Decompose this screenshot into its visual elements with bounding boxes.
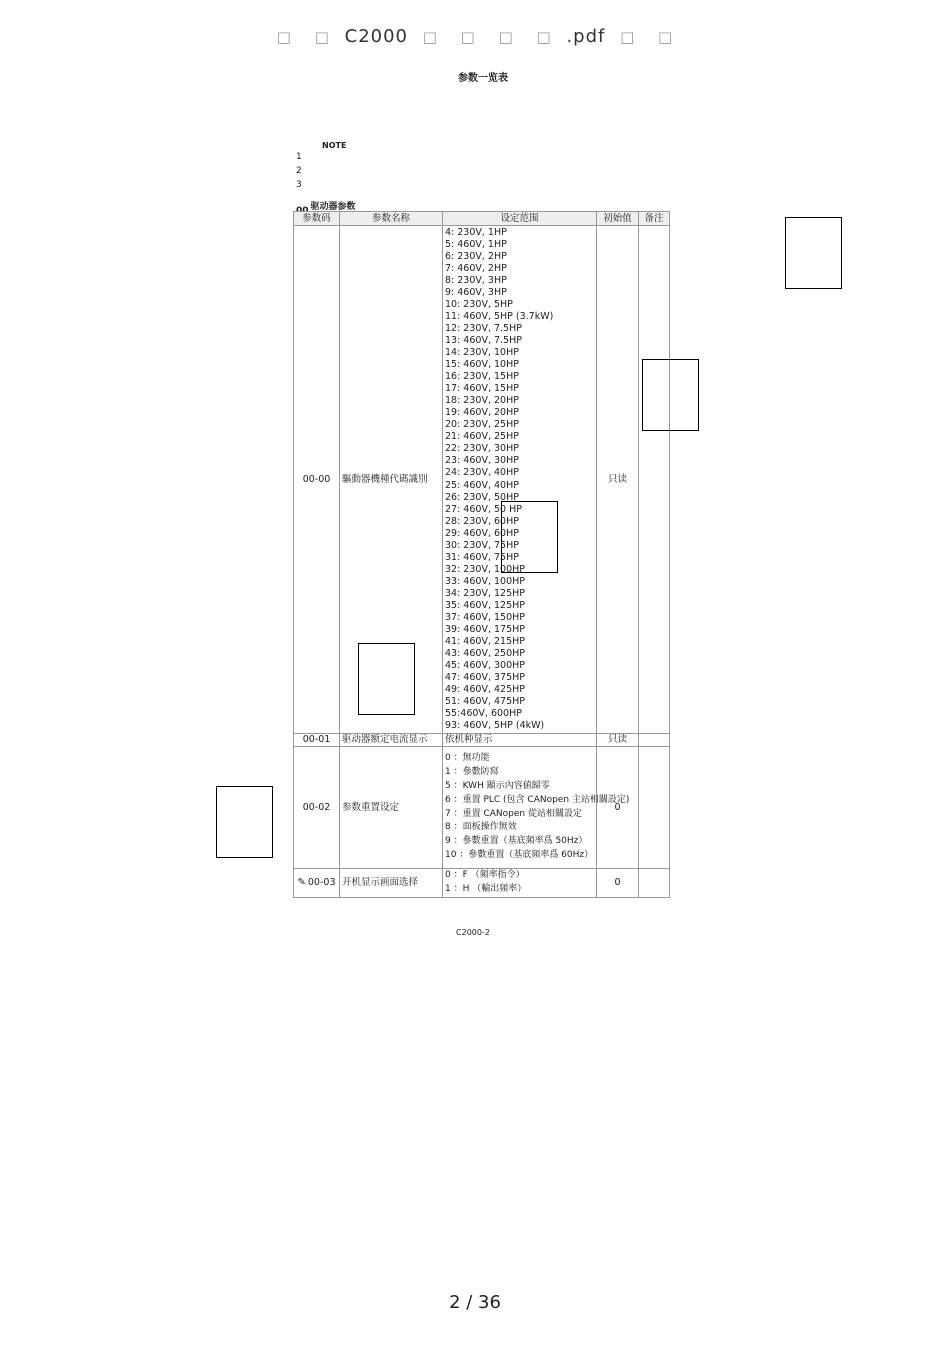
table-header-row (294, 212, 670, 226)
table-row (294, 734, 670, 747)
image-placeholder-box (216, 786, 273, 858)
placeholder-glyph: □ (536, 28, 552, 46)
range-line: 21: 460V, 25HP (445, 431, 519, 443)
range-line: 33: 460V, 100HP (445, 575, 525, 587)
option-line: 0 ：無功能 (445, 752, 490, 763)
range-line: 17: 460V, 15HP (445, 383, 519, 395)
note-item: 3 (296, 180, 302, 190)
param-range-list (443, 226, 597, 734)
table-row (294, 747, 670, 869)
range-line: 11: 460V, 5HP (3.7kW) (445, 310, 554, 322)
option-line: 7 ：重置 CANopen 從站相關設定 (445, 808, 582, 819)
option-line: 1 ：參數防寫 (445, 766, 499, 777)
param-code-cell (294, 869, 340, 898)
range-line: 29: 460V, 60HP (445, 527, 519, 539)
note-item: 2 (296, 166, 302, 176)
range-line: 16: 230V, 15HP (445, 371, 519, 383)
param-name: 驅動器機種代碼識別 (340, 226, 443, 734)
range-line: 30: 230V, 75HP (445, 539, 519, 551)
param-name: 开机显示画面选择 (340, 869, 443, 898)
option-line: 5 ：KWH 顯示內容値歸零 (445, 780, 550, 791)
edit-icon: ✎ (297, 876, 306, 888)
range-line: 26: 230V, 50HP (445, 491, 519, 503)
option-line: 8 ：面板操作無效 (445, 822, 517, 833)
param-remark (639, 747, 670, 869)
note-label: NOTE (322, 141, 347, 150)
footer-code: C2000-2 (456, 928, 490, 937)
header-title-part2: .pdf (566, 26, 606, 47)
range-line: 8: 230V, 3HP (445, 274, 507, 286)
range-line: 4: 230V, 1HP (445, 226, 507, 238)
range-line: 27: 460V, 50 HP (445, 503, 522, 515)
param-default: 只读 (597, 734, 639, 747)
range-line: 31: 460V, 75HP (445, 551, 519, 563)
range-line: 22: 230V, 30HP (445, 443, 519, 455)
param-default: 0 (597, 747, 639, 869)
header-default: 初始值 (597, 212, 639, 226)
range-line: 49: 460V, 425HP (445, 684, 525, 696)
range-line: 19: 460V, 20HP (445, 407, 519, 419)
range-line: 20: 230V, 25HP (445, 419, 519, 431)
range-line: 24: 230V, 40HP (445, 467, 519, 479)
range-line: 18: 230V, 20HP (445, 395, 519, 407)
note-item: 1 (296, 152, 302, 162)
range-line: 32: 230V, 100HP (445, 563, 525, 575)
range-line: 6: 230V, 2HP (445, 250, 507, 262)
range-line: 9: 460V, 3HP (445, 286, 507, 298)
header-range: 设定范围 (443, 212, 597, 226)
placeholder-glyph: □ (314, 28, 330, 46)
placeholder-glyph: □ (460, 28, 476, 46)
param-name: 驱动器额定电流显示 (340, 734, 443, 747)
option-line: 1 ：H （輸出頻率） (445, 883, 527, 894)
range-line: 25: 460V, 40HP (445, 479, 519, 491)
param-remark (639, 226, 670, 734)
header-name: 参数名称 (340, 212, 443, 226)
placeholder-glyph: □ (658, 28, 674, 46)
param-code: 00-00 (294, 226, 340, 734)
param-options (443, 869, 597, 898)
param-remark (639, 734, 670, 747)
range-line: 51: 460V, 475HP (445, 696, 525, 708)
placeholder-glyph: □ (620, 28, 636, 46)
range-line: 39: 460V, 175HP (445, 624, 525, 636)
range-line: 14: 230V, 10HP (445, 346, 519, 358)
range-line: 15: 460V, 10HP (445, 359, 519, 371)
range-line: 93: 460V, 5HP (4kW) (445, 720, 545, 732)
placeholder-glyph: □ (276, 28, 292, 46)
header-code: 参数码 (294, 212, 340, 226)
range-line: 7: 460V, 2HP (445, 262, 507, 274)
table-row (294, 869, 670, 898)
image-placeholder-box (358, 643, 415, 715)
doc-title: 参数一览表 (458, 73, 508, 84)
range-line: 45: 460V, 300HP (445, 660, 525, 672)
range-line: 13: 460V, 7.5HP (445, 334, 522, 346)
option-line: 9 ：參數重置（基底頻率爲 50Hz） (445, 836, 588, 847)
range-line: 23: 460V, 30HP (445, 455, 519, 467)
param-name: 参数重置设定 (340, 747, 443, 869)
image-placeholder-box (785, 217, 842, 289)
param-range: 依机种显示 (443, 734, 597, 747)
image-placeholder-box (501, 501, 558, 573)
range-line: 10: 230V, 5HP (445, 298, 513, 310)
option-line: 6 ：重置 PLC (包含 CANopen 主站相關設定) (445, 794, 630, 805)
placeholder-glyph: □ (498, 28, 514, 46)
range-line: 43: 460V, 250HP (445, 648, 525, 660)
param-remark (639, 869, 670, 898)
range-line: 37: 460V, 150HP (445, 612, 525, 624)
range-line: 47: 460V, 375HP (445, 672, 525, 684)
option-line: 0 ：F （頻率指令） (445, 870, 525, 880)
section-title: 驱动器参数 (310, 202, 356, 212)
param-default: 只读 (597, 226, 639, 734)
page-number: 2 / 36 (449, 1292, 501, 1313)
header-remark: 备注 (639, 212, 670, 226)
placeholder-glyph: □ (422, 28, 438, 46)
range-line: 35: 460V, 125HP (445, 599, 525, 611)
option-line: 10 ：參數重置（基底頻率爲 60Hz） (445, 850, 594, 861)
table-row (294, 226, 670, 734)
param-default: 0 (597, 869, 639, 898)
image-placeholder-box (642, 359, 699, 431)
header-title-part1: C2000 (344, 26, 409, 47)
range-line: 28: 230V, 60HP (445, 515, 519, 527)
range-line: 5: 460V, 1HP (445, 238, 507, 250)
param-options (443, 747, 630, 869)
param-code: 00-02 (294, 747, 340, 869)
document-header (0, 26, 950, 47)
range-line: 55:460V, 600HP (445, 708, 522, 720)
parameter-table (293, 211, 670, 898)
range-line: 34: 230V, 125HP (445, 587, 525, 599)
range-line: 12: 230V, 7.5HP (445, 322, 522, 334)
param-code: 00-01 (294, 734, 340, 747)
param-code: 00-03 (307, 876, 336, 888)
range-line: 41: 460V, 215HP (445, 636, 525, 648)
